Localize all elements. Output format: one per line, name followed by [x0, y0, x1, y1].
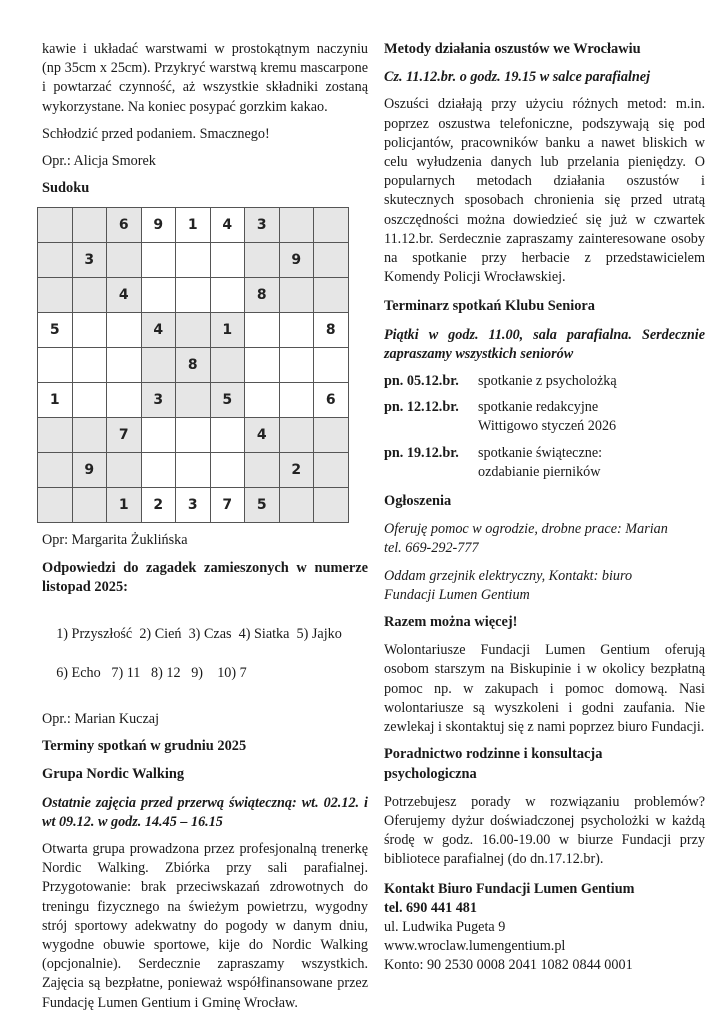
- sudoku-cell: [279, 208, 314, 243]
- sudoku-cell: [141, 453, 176, 488]
- answers-author: Opr.: Marian Kuczaj: [42, 711, 160, 728]
- schedule-date: pn. 19.12.br.: [384, 444, 459, 461]
- sudoku-cell: [176, 278, 211, 313]
- sudoku-cell: [141, 418, 176, 453]
- recipe-author: Opr.: Alicja Smorek: [42, 153, 156, 170]
- sudoku-row: [38, 313, 349, 348]
- fraud-body: Oszuści działają przy użyciu różnych metod: m.in. poprzez oszustwa telefoniczne, podszywają się pod policjantów, pracowników banku a nawet bliskich w celu wyłudzenia danych lub przelania pieniędzy. O popularnych metodach działania oszustów i skutecznych sposobach chronienia się przed utratą oszczędności można dowiedzieć się już w czwartek 11.12.br. Serdecznie zapraszamy zainteresowane osoby na spotkanie przy herbacie z przedstawicielem Komendy Policji Wrocławskiej.: [384, 96, 705, 286]
- sudoku-cell: [279, 383, 314, 418]
- ad-line: Fundacji Lumen Gentium: [384, 586, 530, 603]
- sudoku-row: [38, 488, 349, 523]
- sudoku-cell: [72, 278, 107, 313]
- sudoku-cell: 9: [141, 208, 176, 243]
- answers-line-1: 1) Przyszłość 2) Cień 3) Czas 4) Siatka 5) Jajko: [56, 626, 342, 643]
- contact-phone: tel. 690 441 481: [384, 899, 477, 916]
- sudoku-cell: [210, 348, 245, 383]
- right-column: [384, 40, 705, 976]
- ad-heater: [384, 567, 705, 605]
- sudoku-cell: [210, 418, 245, 453]
- sudoku-cell: [141, 348, 176, 383]
- sudoku-cell: 3: [245, 208, 280, 243]
- sudoku-cell: 8: [176, 348, 211, 383]
- sudoku-cell: [210, 243, 245, 278]
- sudoku-row: [38, 453, 349, 488]
- sudoku-cell: [210, 278, 245, 313]
- counsel-title-line: psychologiczna: [384, 765, 477, 782]
- ad-garden-help: [384, 520, 705, 558]
- nordic-body: Otwarta grupa prowadzona przez profesjonalną trenerkę Nordic Walking. Zbiórka przy sali parafialnej. Przygotowanie: brak przeciwskazań zdrowotnych do treningu fizycznego na świeżym powietrzu, wygodny strój sportowy adekwatny do pogody w danym dniu, wygodne obuwie sportowe, kije do Nordic Walking (opcjonalnie). Serdecznie zapraszamy wszystkich. Zajęcia są bezpłatne, ponieważ współfinansowane przez Fundację Lumen Gentium i Gminę Wrocław.: [42, 841, 368, 1011]
- sudoku-row: [38, 278, 349, 313]
- sudoku-cell: [279, 418, 314, 453]
- sudoku-cell: 3: [176, 488, 211, 523]
- sudoku-cell: [141, 278, 176, 313]
- sudoku-cell: 9: [72, 453, 107, 488]
- counsel-title: [384, 745, 705, 783]
- answers-line-2: 6) Echo 7) 11 8) 12 9) 10) 7: [56, 664, 247, 681]
- sudoku-cell: [38, 348, 73, 383]
- answers-list: [42, 606, 368, 702]
- sudoku-cell: [245, 313, 280, 348]
- fraud-title: Metody działania oszustów we Wrocławiu: [384, 41, 641, 57]
- ad-line: Oferuję pomoc w ogrodzie, drobne prace: Marian: [384, 521, 668, 538]
- sudoku-cell: [72, 313, 107, 348]
- sudoku-cell: 8: [314, 313, 349, 348]
- recipe-chill-text: Schłodzić przed podaniem. Smacznego!: [42, 125, 270, 142]
- sudoku-cell: 1: [107, 488, 142, 523]
- sudoku-cell: 4: [245, 418, 280, 453]
- ads-title: Ogłoszenia: [384, 493, 452, 510]
- sudoku-cell: [38, 418, 73, 453]
- sudoku-cell: [245, 243, 280, 278]
- schedule-event-line: Wittigowo styczeń 2026: [478, 418, 617, 435]
- sudoku-cell: [38, 278, 73, 313]
- nordic-subtitle: Ostatnie zajęcia przed przerwą świąteczną: wt. 02.12. i wt 09.12. w godz. 14.45 – 16.15: [42, 794, 368, 830]
- schedule-event-line: ozdabianie pierników: [478, 463, 601, 480]
- sudoku-cell: [279, 348, 314, 383]
- sudoku-cell: [38, 243, 73, 278]
- sudoku-cell: 2: [279, 453, 314, 488]
- sudoku-cell: [314, 208, 349, 243]
- sudoku-cell: [176, 383, 211, 418]
- left-column: [42, 40, 368, 1021]
- sudoku-cell: [176, 453, 211, 488]
- ad-line: tel. 669-292-777: [384, 540, 479, 557]
- sudoku-cell: [176, 243, 211, 278]
- together-body: Wolontariusze Fundacji Lumen Gentium oferują osobom starszym na Biskupinie i w okolicy bezpłatną pomoc np. w zakupach i pomoc domową. Nasi wolontariusze są wyszkoleni i godni zaufania. Nie zewlekaj i skontaktuj się z nami poprzez biuro Fundacji.: [384, 642, 705, 736]
- together-title: Razem można więcej!: [384, 614, 518, 631]
- sudoku-cell: 1: [176, 208, 211, 243]
- schedule-event-line: spotkanie z psycholożką: [478, 373, 617, 390]
- sudoku-cell: 5: [245, 488, 280, 523]
- ad-line: Oddam grzejnik elektryczny, Kontakt: biuro: [384, 567, 633, 584]
- sudoku-cell: [72, 383, 107, 418]
- sudoku-cell: [107, 453, 142, 488]
- fraud-subtitle: Cz. 11.12.br. o godz. 19.15 w salce parafialnej: [384, 69, 651, 86]
- sudoku-cell: [38, 208, 73, 243]
- sudoku-cell: 7: [210, 488, 245, 523]
- sudoku-cell: 8: [245, 278, 280, 313]
- seniors-title: Terminarz spotkań Klubu Seniora: [384, 298, 595, 315]
- sudoku-cell: [176, 313, 211, 348]
- sudoku-cell: 4: [210, 208, 245, 243]
- schedule-event-line: spotkanie świąteczne:: [478, 444, 603, 461]
- schedule-event: [478, 444, 705, 482]
- sudoku-cell: [38, 488, 73, 523]
- contact-address: ul. Ludwika Pugeta 9: [384, 918, 506, 935]
- contact-title: Kontakt Biuro Fundacji Lumen Gentium: [384, 880, 635, 897]
- schedule-date: pn. 12.12.br.: [384, 399, 459, 416]
- sudoku-cell: [107, 313, 142, 348]
- sudoku-cell: [72, 208, 107, 243]
- sudoku-cell: [245, 348, 280, 383]
- sudoku-cell: 9: [279, 243, 314, 278]
- sudoku-cell: [176, 418, 211, 453]
- sudoku-cell: [210, 453, 245, 488]
- sudoku-cell: [245, 383, 280, 418]
- sudoku-cell: [38, 453, 73, 488]
- sudoku-cell: 7: [107, 418, 142, 453]
- sudoku-cell: 4: [107, 278, 142, 313]
- sudoku-cell: 6: [314, 383, 349, 418]
- schedule-event: [478, 398, 705, 436]
- sudoku-cell: 4: [141, 313, 176, 348]
- sudoku-cell: [72, 418, 107, 453]
- answers-title: Odpowiedzi do zagadek zamieszonych w numerze listopad 2025:: [42, 559, 368, 595]
- sudoku-cell: 1: [38, 383, 73, 418]
- sudoku-cell: 6: [107, 208, 142, 243]
- contact-account: Konto: 90 2530 0008 2041 1082 0844 0001: [384, 957, 633, 974]
- sudoku-cell: [72, 348, 107, 383]
- counsel-title-line: Poradnictwo rodzinne i konsultacja: [384, 746, 603, 763]
- sudoku-cell: [314, 488, 349, 523]
- sudoku-cell: 2: [141, 488, 176, 523]
- sudoku-row: [38, 348, 349, 383]
- sudoku-cell: [314, 418, 349, 453]
- sudoku-cell: [72, 488, 107, 523]
- schedule-date: pn. 05.12.br.: [384, 373, 459, 390]
- sudoku-cell: [107, 383, 142, 418]
- sudoku-grid: [37, 207, 349, 523]
- sudoku-cell: [279, 278, 314, 313]
- schedule-event-line: spotkanie redakcyjne: [478, 399, 599, 416]
- sudoku-cell: [141, 243, 176, 278]
- recipe-text: kawie i układać warstwami w prostokątnym naczyniu (np 35cm x 25cm). Przykryć warstwą kremu mascarpone i powtarzać czynność, aż wszystkie składniki zostaną wykorzystane. Na koniec posypać gorzkim kakao.: [42, 41, 368, 115]
- sudoku-cell: [245, 453, 280, 488]
- schedule-event: [478, 372, 705, 391]
- meetings-title: Terminy spotkań w grudniu 2025: [42, 738, 247, 755]
- sudoku-row: [38, 418, 349, 453]
- sudoku-cell: [279, 313, 314, 348]
- sudoku-cell: [279, 488, 314, 523]
- sudoku-cell: 3: [72, 243, 107, 278]
- seniors-schedule: [384, 372, 705, 482]
- sudoku-cell: 3: [141, 383, 176, 418]
- sudoku-cell: [314, 453, 349, 488]
- contact-block: [384, 880, 705, 976]
- sudoku-row: [38, 383, 349, 418]
- sudoku-cell: [314, 278, 349, 313]
- sudoku-title: Sudoku: [42, 180, 90, 197]
- sudoku-cell: 1: [210, 313, 245, 348]
- sudoku-row: [38, 208, 349, 243]
- nordic-title: Grupa Nordic Walking: [42, 766, 185, 783]
- sudoku-cell: [107, 348, 142, 383]
- contact-website: www.wroclaw.lumengentium.pl: [384, 938, 566, 955]
- seniors-subtitle: Piątki w godz. 11.00, sala parafialna. Serdecznie zapraszamy wszystkich seniorów: [384, 326, 705, 362]
- sudoku-cell: [107, 243, 142, 278]
- sudoku-cell: [314, 243, 349, 278]
- sudoku-author: Opr: Margarita Żuklińska: [42, 532, 188, 549]
- sudoku-row: [38, 243, 349, 278]
- sudoku-cell: [314, 348, 349, 383]
- sudoku-cell: 5: [210, 383, 245, 418]
- sudoku-cell: 5: [38, 313, 73, 348]
- counsel-body: Potrzebujesz porady w rozwiązaniu problemów? Oferujemy dyżur doświadczonej psycholożki w każdą środę w godz. 16.00-19.00 w biurze Fundacji przy bibliotece parafialnej (do dn.17.12.br).: [384, 793, 705, 868]
